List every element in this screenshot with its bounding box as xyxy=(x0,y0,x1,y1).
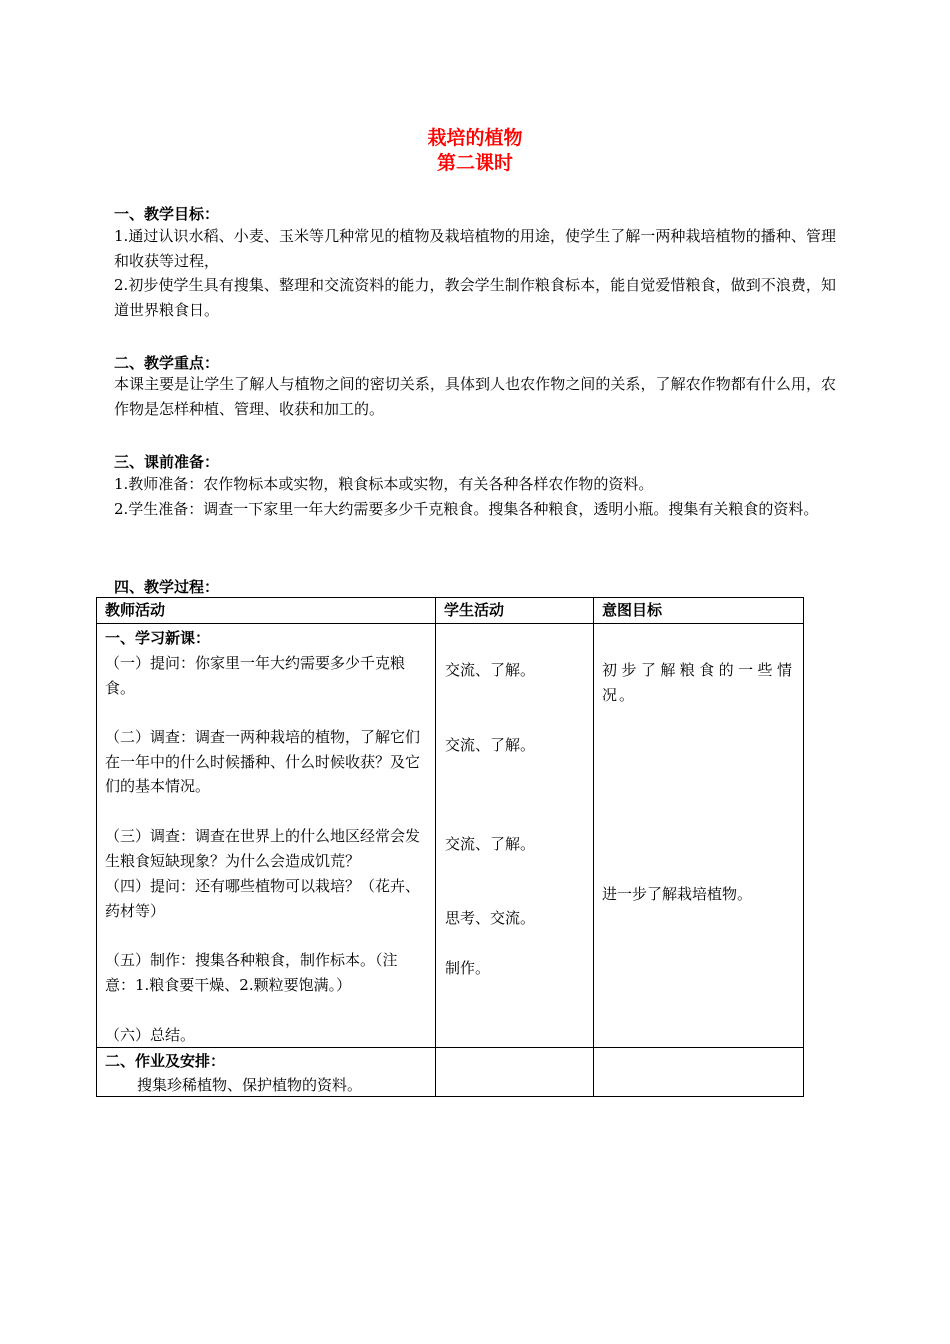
key-points-text xyxy=(114,372,836,421)
teacher-step: （六）总结。 xyxy=(105,1026,196,1044)
teacher-step: （一）提问：你家里一年大约需要多少千克粮食。 xyxy=(105,654,406,697)
table-row xyxy=(97,1048,804,1097)
empty-cell xyxy=(594,1048,804,1097)
homework-cell xyxy=(97,1048,436,1097)
preparation-item: 1.教师准备：农作物标本或实物，粮食标本或实物，有关各种各样农作物的资料。 xyxy=(114,475,654,493)
key-points-paragraph: 本课主要是让学生了解人与植物之间的密切关系，具体到人也农作物之间的关系，了解农作物都有什么用，农作物是怎样种植、管理、收获和加工的。 xyxy=(114,375,836,418)
objective-item: 1.通过认识水稻、小麦、玉米等几种常见的植物及栽培植物的用途，使学生了解一两种栽培植物的播种、管理和收获等过程， xyxy=(114,227,836,270)
row-heading-homework: 二、作业及安排： xyxy=(105,1052,226,1070)
column-header-student: 学生活动 xyxy=(436,598,594,624)
teaching-process-table xyxy=(96,597,804,1097)
preparation-text xyxy=(114,472,836,521)
objective-item: 2.初步使学生具有搜集、整理和交流资料的能力，教会学生制作粮食标本，能自觉爱惜粮食，做到不浪费，知道世界粮食日。 xyxy=(114,276,836,319)
column-header-teacher: 教师活动 xyxy=(97,598,436,624)
table-row xyxy=(97,624,804,1048)
section-heading-objectives: 一、教学目标： xyxy=(114,205,220,223)
column-header-purpose: 意图目标 xyxy=(594,598,804,624)
row-heading-new-lesson: 一、学习新课： xyxy=(105,629,211,647)
student-activity-cell xyxy=(436,624,594,1048)
page-subtitle: 第二课时 xyxy=(436,152,513,174)
purpose-item: 初步了解粮食的一些情况。 xyxy=(602,661,794,704)
objectives-text xyxy=(114,224,836,322)
student-step: 制作。 xyxy=(445,959,491,977)
section-heading-preparation: 三、课前准备： xyxy=(114,453,220,471)
homework-text: 搜集珍稀植物、保护植物的资料。 xyxy=(137,1076,363,1094)
student-step: 交流、了解。 xyxy=(445,835,536,853)
empty-cell xyxy=(436,1048,594,1097)
page-title: 栽培的植物 xyxy=(427,127,523,149)
teacher-activity-cell xyxy=(97,624,436,1048)
teacher-step: （三）调查：调查在世界上的什么地区经常会发生粮食短缺现象？为什么会造成饥荒？ xyxy=(105,827,421,870)
section-heading-process: 四、教学过程： xyxy=(114,578,220,596)
teacher-step: （四）提问：还有哪些植物可以栽培？（花卉、药材等） xyxy=(105,877,421,920)
table-header-row xyxy=(97,598,804,624)
purpose-item: 进一步了解栽培植物。 xyxy=(602,885,753,903)
student-step: 思考、交流。 xyxy=(445,909,536,927)
teacher-step: （五）制作：搜集各种粮食，制作标本。（注意：1.粮食要干燥、2.颗粒要饱满。） xyxy=(105,951,398,994)
purpose-cell xyxy=(594,624,804,1048)
section-heading-key-points: 二、教学重点： xyxy=(114,354,220,372)
student-step: 交流、了解。 xyxy=(445,661,536,679)
teacher-step: （二）调查：调查一两种栽培的植物，了解它们在一年中的什么时候播种、什么时候收获？及它们的基本情况。 xyxy=(105,728,421,795)
student-step: 交流、了解。 xyxy=(445,736,536,754)
preparation-item: 2.学生准备：调查一下家里一年大约需要多少千克粮食。搜集各种粮食，透明小瓶。搜集有关粮食的资料。 xyxy=(114,499,819,518)
